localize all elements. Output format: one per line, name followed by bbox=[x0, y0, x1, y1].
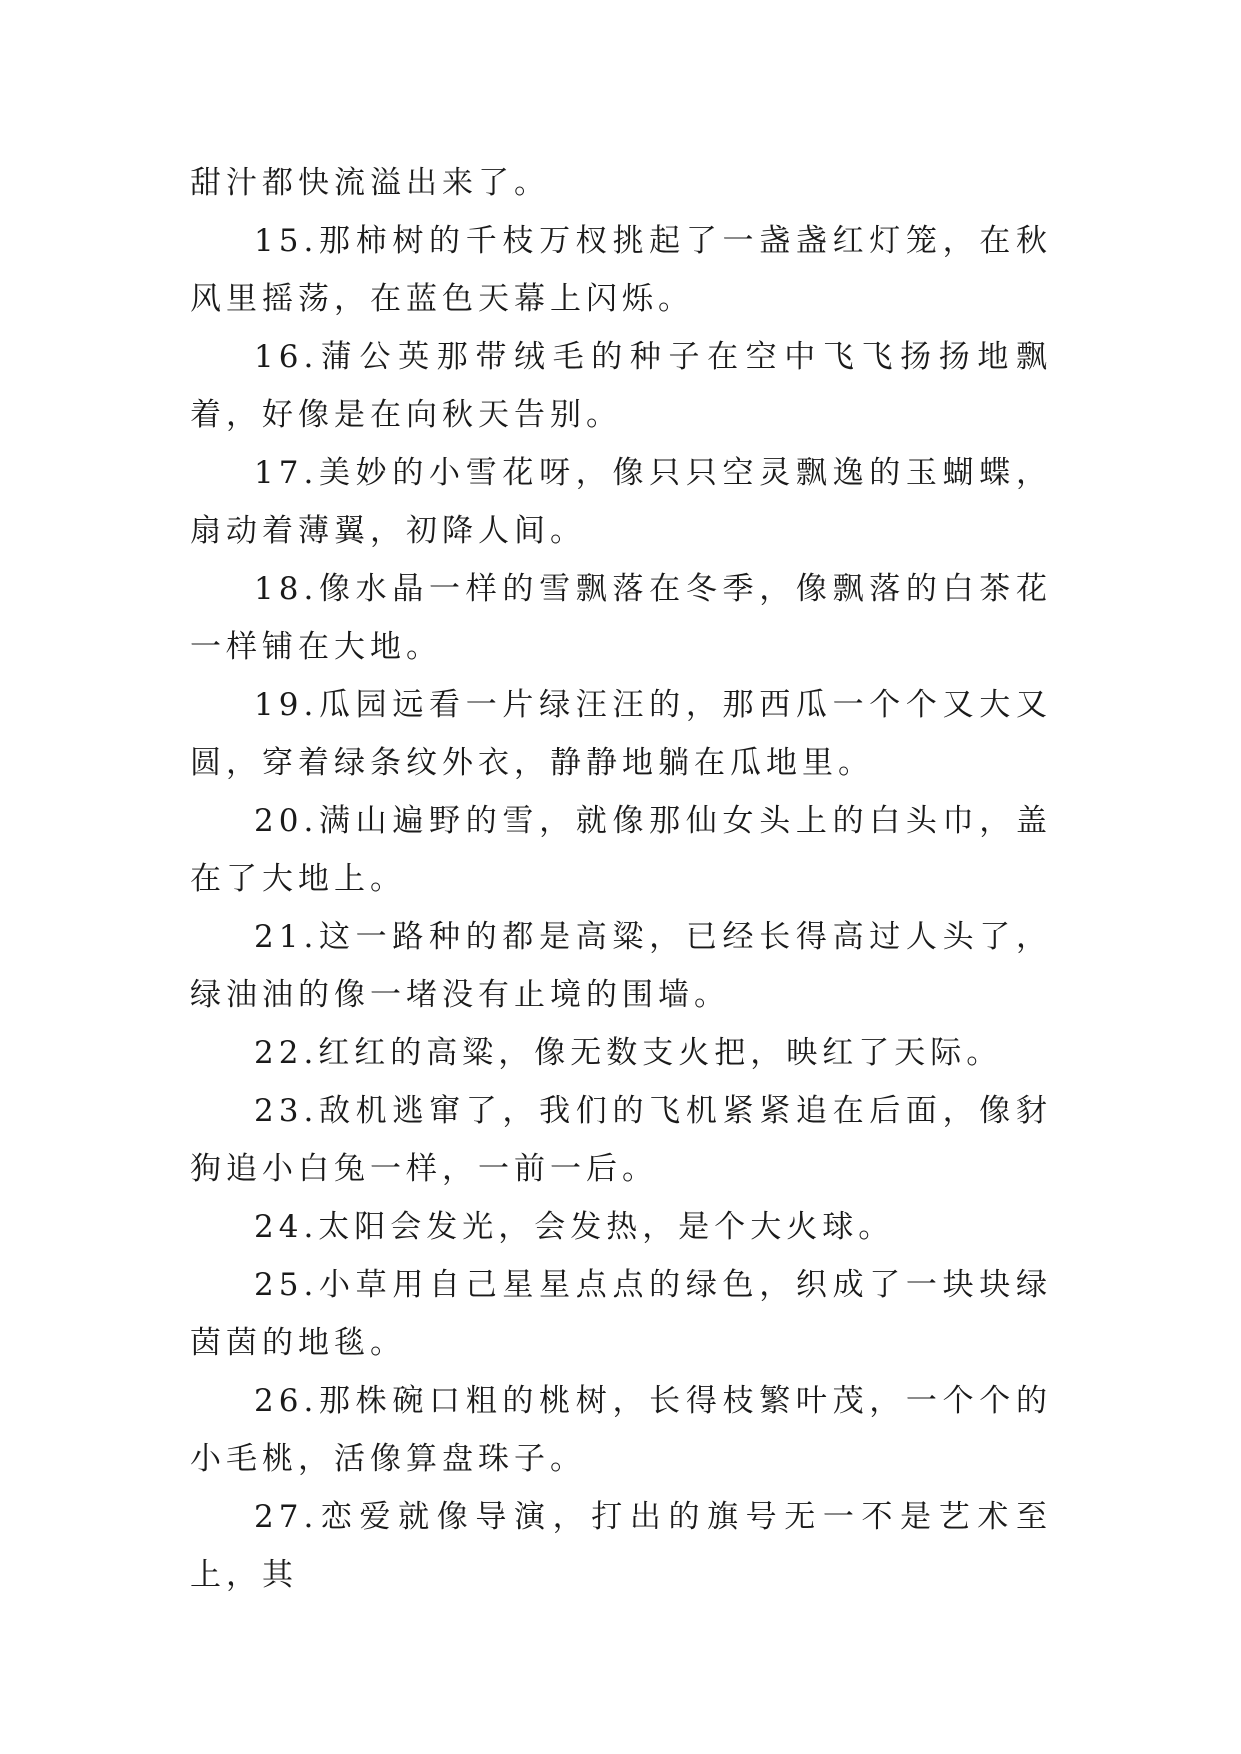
paragraph-item-16: 16.蒲公英那带绒毛的种子在空中飞飞扬扬地飘着，好像是在向秋天告别。 bbox=[190, 339, 1052, 433]
paragraph-item-21: 21.这一路种的都是高粱，已经长得高过人头了，绿油油的像一堵没有止境的围墙。 bbox=[190, 919, 1052, 1013]
paragraph-item-20: 20.满山遍野的雪，就像那仙女头上的白头巾，盖在了大地上。 bbox=[190, 803, 1052, 897]
paragraph-item-18: 18.像水晶一样的雪飘落在冬季，像飘落的白茶花一样铺在大地。 bbox=[190, 571, 1052, 665]
paragraph-item-27: 27.恋爱就像导演，打出的旗号无一不是艺术至上，其 bbox=[190, 1499, 1052, 1593]
paragraph-item-22: 22.红红的高粱，像无数支火把，映红了天际。 bbox=[254, 1035, 1003, 1071]
paragraph-item-15: 15.那柿树的千枝万杈挑起了一盏盏红灯笼，在秋风里摇荡，在蓝色天幕上闪烁。 bbox=[190, 223, 1052, 317]
paragraph-item-24: 24.太阳会发光，会发热，是个大火球。 bbox=[254, 1209, 895, 1245]
paragraph-item-17: 17.美妙的小雪花呀，像只只空灵飘逸的玉蝴蝶，扇动着薄翼，初降人间。 bbox=[190, 455, 1052, 549]
paragraph-item-26: 26.那株碗口粗的桃树，长得枝繁叶茂，一个个的小毛桃，活像算盘珠子。 bbox=[190, 1383, 1052, 1477]
paragraph-continuation: 甜汁都快流溢出来了。 bbox=[190, 165, 550, 201]
paragraph-item-25: 25.小草用自己星星点点的绿色，织成了一块块绿茵茵的地毯。 bbox=[190, 1267, 1052, 1361]
paragraph-item-23: 23.敌机逃窜了，我们的飞机紧紧追在后面，像豺狗追小白兔一样，一前一后。 bbox=[190, 1093, 1052, 1187]
document-body bbox=[190, 154, 1052, 1604]
paragraph-item-19: 19.瓜园远看一片绿汪汪的，那西瓜一个个又大又圆，穿着绿条纹外衣，静静地躺在瓜地里。 bbox=[190, 687, 1052, 781]
